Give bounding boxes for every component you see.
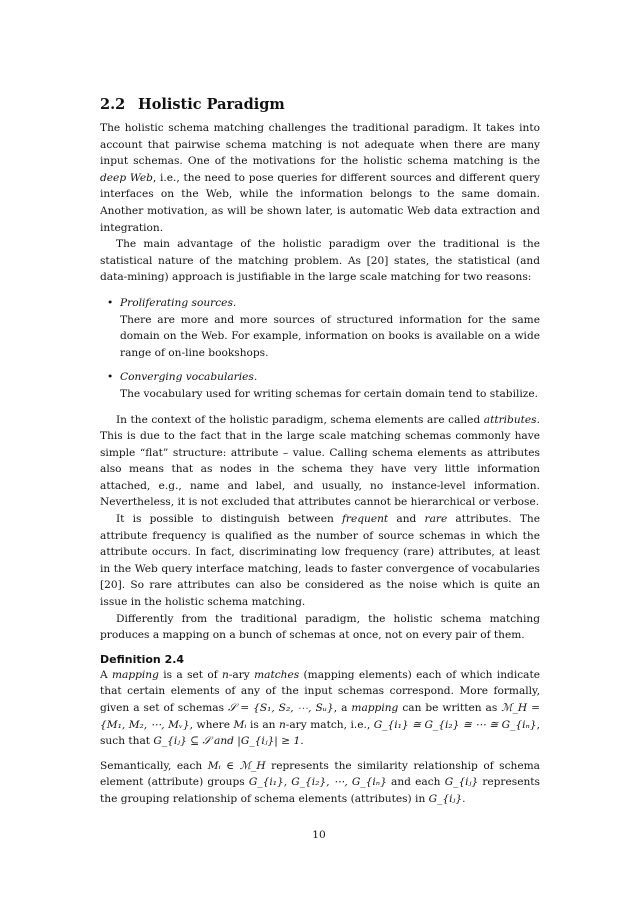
section-number: 2.2 [100, 96, 126, 113]
paragraph-4 [100, 511, 540, 611]
emphasis-deep-web: deep Web [100, 171, 153, 184]
text-run: is an [246, 718, 279, 731]
paragraph-5: Differently from the traditional paradigm, the holistic schema matching produces a mapping on a bunch of schemas at once, not on every pair of them. [100, 612, 540, 642]
math-groups: G_{i₁}, G_{i₂}, ⋯, G_{iₙ} [248, 776, 387, 789]
math-gij: G_{iⱼ} [428, 792, 463, 805]
math-condition: G_{iⱼ} ⊆ 𝒮 and |G_{iⱼ}| ≥ 1. [153, 735, 304, 748]
text-run: -ary [228, 668, 255, 681]
emphasis-matches: matches [254, 668, 300, 681]
text-run: A [100, 668, 112, 681]
math-schema-set: 𝒮 = {S₁, S₂, ⋯, Sᵤ} [228, 702, 334, 714]
text-run: , such that [100, 718, 540, 748]
math-mi: Mᵢ [233, 718, 247, 731]
text-run: , i.e., the need to pose queries for different sources and different query interfaces on the Web, while the information belongs to the same domain. Another motivation, as will be shown later, is automatic Web data extraction and integration. [100, 171, 540, 234]
list-item [120, 369, 540, 402]
text-run: can be written as [398, 702, 502, 714]
math-mapping-set: ℳ_H = {M₁, M₂, ⋯, Mᵥ} [100, 702, 541, 731]
text-run: , where [189, 718, 234, 731]
text-column [100, 96, 540, 808]
text-run: , a [333, 702, 352, 714]
definition-body [100, 667, 540, 750]
math-group-chain: G_{i₁} ≅ G_{i₂} ≅ ⋯ ≅ G_{iₙ} [373, 718, 537, 731]
math-gij: G_{iⱼ} [444, 776, 479, 789]
bullet-title: Converging vocabularies. [120, 371, 258, 384]
emphasis-attributes: attributes [483, 413, 537, 426]
text-run: In the context of the holistic paradigm, schema elements are called [116, 413, 484, 426]
bullet-text: The vocabulary used for writing schemas for certain domain tend to stabilize. [120, 387, 538, 400]
text-run: and [388, 513, 425, 526]
text-run: attributes. The attribute frequency is qualified as the number of source schemas in which the attribute occurs. In fact, discriminating low frequency (rare) attributes, at least in the Web query interface matching, leads to faster convergence of vocabularies [20]. So rare attributes can also be considered as the noise which is quite an issue in the holistic schema matching. [100, 513, 540, 609]
text-run: The holistic schema matching challenges the traditional paradigm. It takes into account that pairwise schema matching is not adequate when there are many input schemas. One of the motivations for the holistic schema matching is the [100, 122, 540, 168]
text-run: represents the grouping relationship of schema elements (attributes) in [100, 776, 540, 805]
text-run: represents the similarity relationship of schema element (attribute) groups [100, 759, 541, 789]
paragraph-2: The main advantage of the holistic paradigm over the traditional is the statistical nature of the matching problem. As [20] states, the statistical (and data-mining) approach is justifiable in the large scale matching for two reasons: [100, 238, 540, 284]
emphasis-mapping: mapping [112, 668, 159, 681]
math-n: n [278, 718, 286, 731]
text-run: . This is due to the fact that in the large scale matching schemas commonly have simple “flat” structure: attribute – value. Calling schema elements as attributes also means that as nodes in the schema they have very little information attached, e.g., name and label, and usually, no instance-level information. Nevertheless, it is not excluded that attributes cannot be hierarchical or verbose. [100, 413, 540, 509]
paragraph-1 [100, 120, 540, 236]
definition-heading: Definition 2.4 [100, 652, 185, 666]
text-run: Semantically, each [100, 759, 208, 772]
text-run: (mapping elements) each of which indicate that certain elements of any of the input schemas correspond. More formally, given a set of schemas [100, 668, 540, 714]
text-run: -ary match, i.e., [285, 718, 374, 731]
math-mi-in-mh: Mᵢ ∈ ℳ_H [207, 759, 266, 772]
semantic-paragraph [100, 758, 540, 808]
section-heading [100, 96, 540, 113]
list-item [120, 295, 540, 361]
section-title: Holistic Paradigm [138, 96, 285, 113]
text-run: It is possible to distinguish between [116, 513, 342, 526]
math-n: n [222, 668, 229, 681]
text-run: is a set of [158, 668, 222, 681]
paragraph-3 [100, 412, 540, 512]
emphasis-mapping: mapping [351, 702, 399, 714]
emphasis-frequent: frequent [341, 513, 389, 526]
bullet-title: Proliferating sources. [120, 296, 237, 309]
bullet-list [100, 295, 540, 403]
page-number: 10 [312, 829, 326, 841]
bullet-text: There are more and more sources of structured information for the same domain on the Web. For example, information on books is available on a wide range of on-line bookshops. [120, 313, 540, 359]
text-run: . [462, 792, 466, 805]
emphasis-rare: rare [424, 513, 448, 526]
text-run: and each [386, 776, 445, 789]
